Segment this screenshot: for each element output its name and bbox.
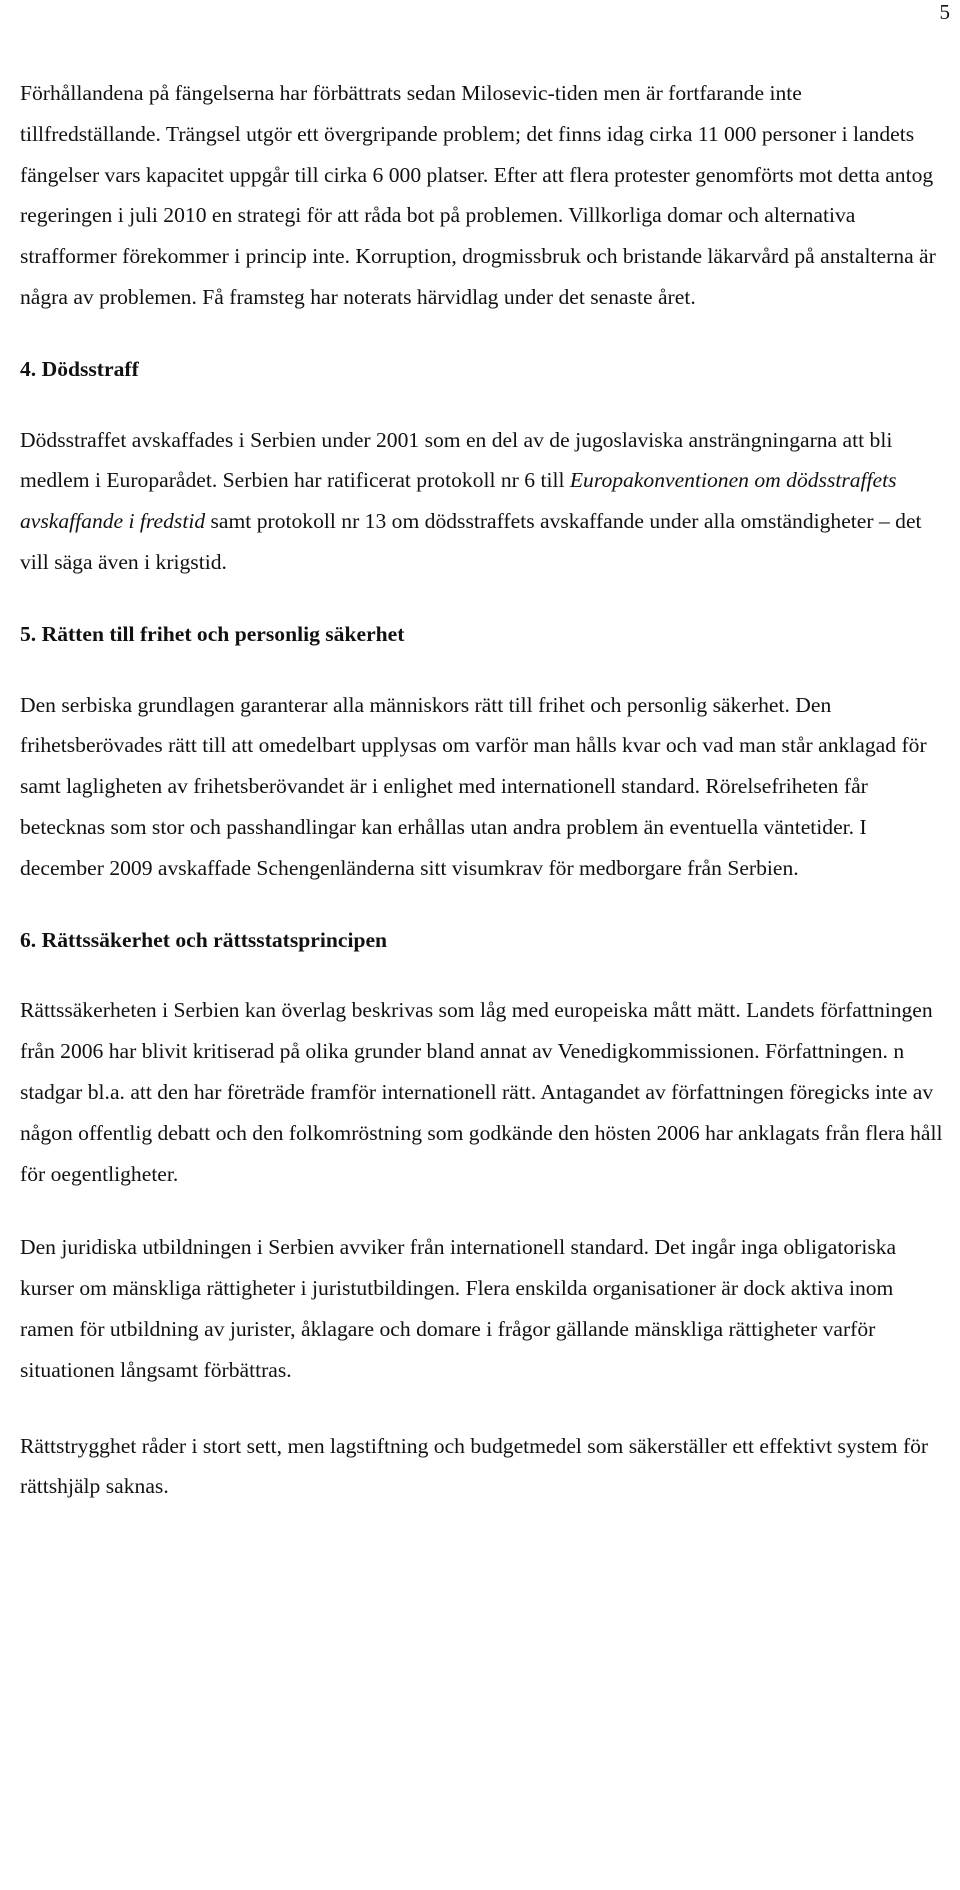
spacer [20, 889, 944, 920]
section-heading-rule-of-law: 6. Rättssäkerhet och rättsstatsprincipen [20, 927, 388, 952]
spacer [20, 318, 944, 349]
spacer [20, 655, 944, 685]
rule-of-law-paragraph-3: Rättstrygghet råder i stort sett, men lagstiftning och budgetmedel som säkerställer ett effektivt system för rättshjälp saknas. [20, 1433, 929, 1499]
spacer [20, 390, 944, 420]
spacer [20, 1194, 944, 1227]
paragraph-text: samt protokoll nr 13 om dödsstraffets avskaffande under alla omständigheter – det vill säga även i krigstid. [20, 509, 922, 574]
liberty-paragraph: Den serbiska grundlagen garanterar alla människors rätt till frihet och personlig säkerhet. Den frihetsberövades rätt till att omedelbart upplysas om varför man hålls kvar och vad man står anklagad för samt lagligheten av frihetsberövandet är i enlighet med internationell standard. Rörelsefriheten får betecknas som stor och passhandlingar kan erhållas utan andra problem än eventuella väntetider. I december 2009 avskaffade Schengenländerna sitt visumkrav för medborgare från Serbien. [20, 692, 927, 880]
rule-of-law-paragraph-1: Rättssäkerheten i Serbien kan överlag beskrivas som låg med europeiska mått mätt. Landets författningen från 2006 har blivit kritiserad på olika grunder bland annat av Venedigkommissionen. Författningen. n stadgar bl.a. att den har företräde framför internationell rätt. Antagandet av författningen föregicks inte av någon offentlig debatt och den folkomröstning som godkände den hösten 2006 har anklagats från flera håll för oegentligheter. [20, 998, 943, 1186]
page-number: 5 [939, 0, 950, 24]
intro-paragraph: Förhållandena på fängelserna har förbättrats sedan Milosevic-tiden men är fortfarande inte tillfredställande. Trängsel utgör ett övergripande problem; det finns idag cirka 11 000 personer i landets fängelser vars kapacitet uppgår till cirka 6 000 platser. Efter att flera protester genomförts mot detta antog regeringen i juli 2010 en strategi för att råda bot på problemen. Villkorliga domar och alternativa strafformer förekommer i princip inte. Korruption, drogmissbruk och bristande läkarvård på anstalterna är några av problemen. Få framsteg har noterats härvidlag under det senaste året. [20, 81, 936, 309]
paragraph-text: Dödsstraffet avskaffades i Serbien under 2001 som en del av de jugoslaviska ansträngningarna att bli medlem i Europarådet. Serbien har ratificerat protokoll nr 6 till [20, 427, 893, 493]
section-heading-liberty: 5. Rätten till frihet och personlig säkerhet [20, 621, 405, 646]
spacer [20, 583, 944, 614]
rule-of-law-paragraph-2: Den juridiska utbildningen i Serbien avviker från internationell standard. Det ingår inga obligatoriska kurser om mänskliga rättigheter i juristutbildingen. Flera enskilda organisationer är dock aktiva inom ramen för utbildning av jurister, åklagare och domare i frågor gällande mänskliga rättigheter varför situationen långsamt förbättras. [20, 1235, 897, 1382]
convention-title: Europakonventionen om dödsstraffets avskaffande i fredstid [20, 468, 897, 534]
death-penalty-paragraph [20, 420, 944, 583]
document-body [20, 73, 944, 1507]
spacer [20, 960, 944, 990]
section-heading-death-penalty: 4. Dödsstraff [20, 356, 139, 381]
spacer [20, 1391, 944, 1426]
